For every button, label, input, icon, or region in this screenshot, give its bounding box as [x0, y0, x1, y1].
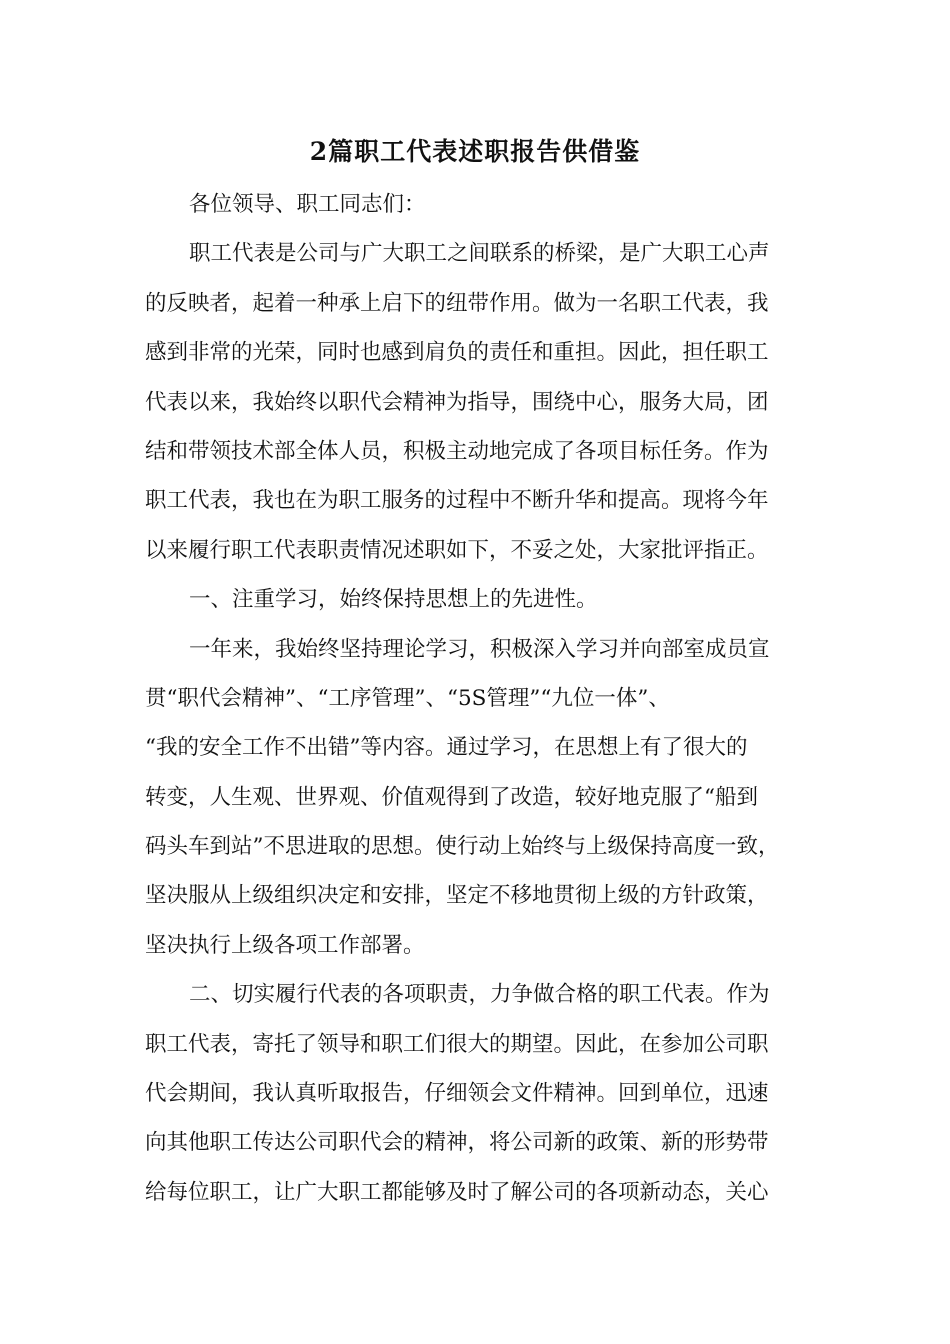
text-line: 感到非常的光荣，同时也感到肩负的责任和重担。因此，担任职工 [145, 340, 769, 366]
text-line: “我的安全工作不出错”等内容。通过学习，在思想上有了很大的 [145, 735, 748, 761]
text-line: 一、注重学习，始终保持思想上的先进性。 [189, 587, 598, 613]
text-line: 职工代表，寄托了领导和职工们很大的期望。因此，在参加公司职 [145, 1031, 769, 1057]
text-line: 向其他职工传达公司职代会的精神，将公司新的政策、新的形势带 [145, 1130, 769, 1156]
document-title: 2篇职工代表述职报告供借鉴 [309, 137, 641, 166]
text-line: 二、切实履行代表的各项职责，力争做合格的职工代表。作为 [189, 982, 770, 1008]
text-line: 职工代表是公司与广大职工之间联系的桥梁，是广大职工心声 [189, 241, 770, 267]
text-line: 代表以来，我始终以职代会精神为指导，围绕中心，服务大局，团 [145, 389, 769, 415]
text-line: 各位领导、职工同志们： [189, 192, 426, 217]
text-line: 坚决执行上级各项工作部署。 [145, 932, 425, 958]
text-line: 结和带领技术部全体人员，积极主动地完成了各项目标任务。作为 [145, 438, 769, 464]
text-line: 坚决服从上级组织决定和安排，坚定不移地贯彻上级的方针政策， [145, 883, 769, 909]
text-line: 转变，人生观、世界观、价值观得到了改造，较好地克服了“船到 [145, 784, 758, 810]
text-line: 贯“职代会精神”、“工序管理”、“5S管理”“九位一体”、 [145, 685, 670, 711]
document-body [145, 180, 805, 1217]
text-line: 码头车到站”不思进取的思想。使行动上始终与上级保持高度一致， [145, 834, 780, 860]
text-line: 的反映者，起着一种承上启下的纽带作用。做为一名职工代表，我 [145, 290, 769, 316]
text-line: 以来履行职工代表职责情况述职如下，不妥之处，大家批评指正。 [145, 537, 769, 563]
text-line: 给每位职工，让广大职工都能够及时了解公司的各项新动态，关心 [145, 1179, 769, 1205]
text-line: 代会期间，我认真听取报告，仔细领会文件精神。回到单位，迅速 [145, 1081, 769, 1107]
text-line: 职工代表，我也在为职工服务的过程中不断升华和提高。现将今年 [145, 488, 769, 514]
text-line: 一年来，我始终坚持理论学习，积极深入学习并向部室成员宣 [189, 636, 770, 662]
